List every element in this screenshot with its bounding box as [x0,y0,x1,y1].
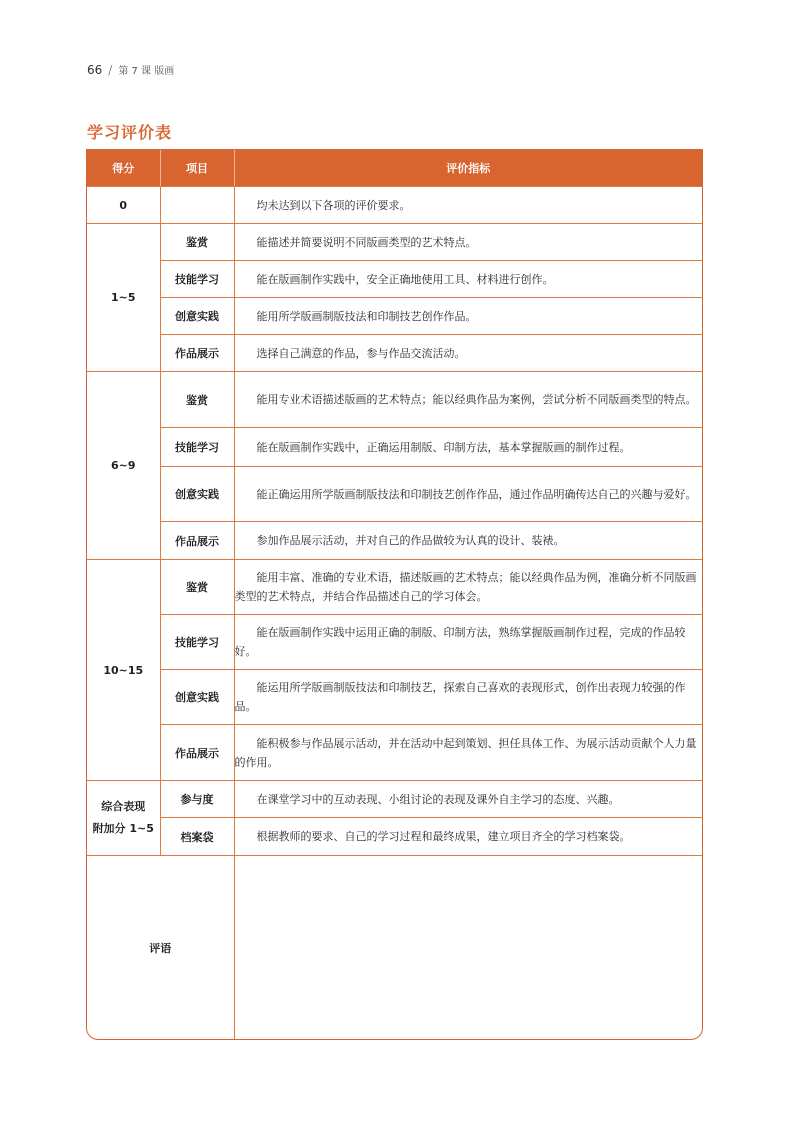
table-row [87,298,702,335]
item-cell: 作品展示 [160,522,234,560]
lesson-title: 第 7 课 版画 [118,66,175,77]
item-cell: 作品展示 [160,335,234,372]
bonus-score-line2: 附加分 1~5 [92,822,154,835]
table-row [87,560,702,615]
comment-area[interactable] [234,856,702,1040]
table-row [87,725,702,781]
criteria-cell: 能运用所学版画制版技法和印制技艺，探索自己喜欢的表现形式，创作出表现力较强的作品。 [234,670,702,725]
column-header-score: 得分 [87,150,160,187]
table-row [87,670,702,725]
table-row [87,467,702,522]
item-cell [160,187,234,224]
criteria-cell: 能在版画制作实践中运用正确的制版、印制方法，熟练掌握版画制作过程，完成的作品较好。 [234,615,702,670]
criteria-cell: 根据教师的要求、自己的学习过程和最终成果，建立项目齐全的学习档案袋。 [234,818,702,856]
table-row [87,818,702,856]
item-cell: 技能学习 [160,428,234,467]
item-cell: 技能学习 [160,261,234,298]
score-cell: 1~5 [87,224,160,372]
table-row [87,428,702,467]
column-header-criteria: 评价指标 [234,150,702,187]
bonus-score-line1: 综合表现 [101,800,146,813]
criteria-cell: 能描述并简要说明不同版画类型的艺术特点。 [234,224,702,261]
item-cell: 鉴赏 [160,372,234,428]
table-row [87,522,702,560]
page-header [87,62,174,77]
score-cell: 6~9 [87,372,160,560]
item-cell: 鉴赏 [160,224,234,261]
criteria-cell: 能用专业术语描述版画的艺术特点；能以经典作品为案例，尝试分析不同版画类型的特点。 [234,372,702,428]
item-cell: 创意实践 [160,670,234,725]
table-row [87,335,702,372]
item-cell: 参与度 [160,781,234,818]
table-row [87,781,702,818]
bonus-score-cell [87,781,160,856]
page-number: 66 [87,63,103,77]
header-separator: / [108,63,113,77]
criteria-cell: 能积极参与作品展示活动，并在活动中起到策划、担任具体工作、为展示活动贡献个人力量的作用。 [234,725,702,781]
criteria-cell: 选择自己满意的作品，参与作品交流活动。 [234,335,702,372]
table-row [87,224,702,261]
table-row [87,261,702,298]
table-row [87,187,702,224]
item-cell: 创意实践 [160,298,234,335]
criteria-cell: 能正确运用所学版画制版技法和印制技艺创作作品，通过作品明确传达自己的兴趣与爱好。 [234,467,702,522]
item-cell: 鉴赏 [160,560,234,615]
criteria-cell: 均未达到以下各项的评价要求。 [234,187,702,224]
criteria-cell: 能用所学版画制版技法和印制技艺创作作品。 [234,298,702,335]
criteria-cell: 能在版画制作实践中，安全正确地使用工具、材料进行创作。 [234,261,702,298]
table-row [87,372,702,428]
criteria-cell: 在课堂学习中的互动表现、小组讨论的表现及课外自主学习的态度、兴趣。 [234,781,702,818]
criteria-cell: 能在版画制作实践中，正确运用制版、印制方法，基本掌握版画的制作过程。 [234,428,702,467]
criteria-cell: 能用丰富、准确的专业术语，描述版画的艺术特点；能以经典作品为例，准确分析不同版画类型的艺术特点，并结合作品描述自己的学习体会。 [234,560,702,615]
column-header-item: 项目 [160,150,234,187]
criteria-cell: 参加作品展示活动，并对自己的作品做较为认真的设计、装裱。 [234,522,702,560]
evaluation-table [86,149,703,1040]
item-cell: 创意实践 [160,467,234,522]
comment-row [87,856,702,1040]
section-title: 学习评价表 [87,123,173,142]
item-cell: 档案袋 [160,818,234,856]
score-cell: 0 [87,187,160,224]
item-cell: 技能学习 [160,615,234,670]
table-row [87,615,702,670]
item-cell: 作品展示 [160,725,234,781]
score-cell: 10~15 [87,560,160,781]
comment-label: 评语 [87,856,234,1040]
